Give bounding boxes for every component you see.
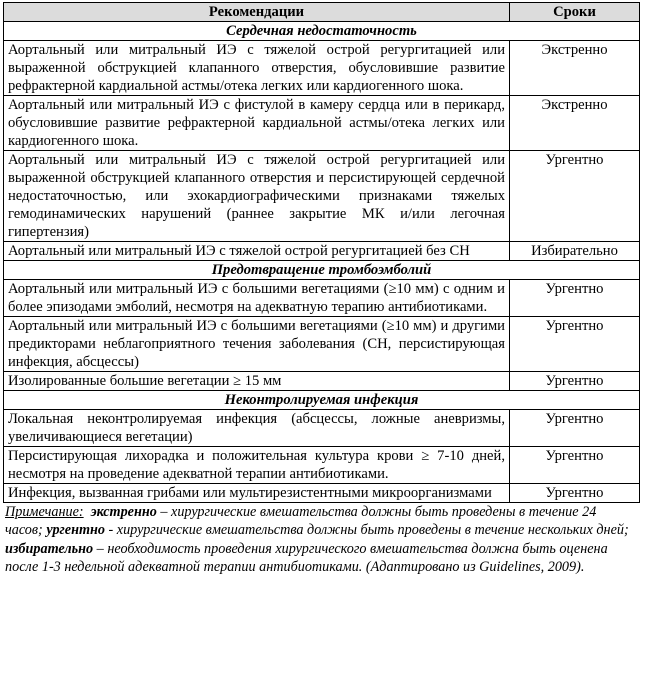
section-title: Неконтролируемая инфекция [4, 391, 640, 410]
table-row [4, 447, 640, 484]
timing-value: Экстренно [510, 41, 640, 96]
note-text-emergency: – хирургические вмешательства должны быть проведены в течение 24 часов; [5, 504, 597, 539]
timing-value: Ургентно [510, 317, 640, 372]
table-note [3, 503, 639, 577]
timing-value: Ургентно [510, 447, 640, 484]
recommendation-text: Аортальный или митральный ИЭ с большими вегетациями (≥10 мм) и другими предикторами неблагоприятного течения заболевания (СН, персистирующая инфекция, абсцессы) [4, 317, 510, 372]
section-row [4, 391, 640, 410]
section-row [4, 22, 640, 41]
header-timing: Сроки [510, 3, 640, 22]
recommendation-text: Аортальный или митральный ИЭ с тяжелой острой регургитацией или выраженной обструкцией клапанного отверстия и персистирующей сердечной недостаточностью, или эхокардиографическими признаками тяжелых гемодинамических нарушений (раннее закрытие МК и/или легочная гипертензия) [4, 151, 510, 242]
note-text-urgent: - хирургические вмешательства должны быть проведены в течение нескольких дней; [104, 522, 629, 539]
recommendation-text: Изолированные большие вегетации ≥ 15 мм [4, 372, 510, 391]
recommendation-text: Локальная неконтролируемая инфекция (абсцессы, ложные аневризмы, увеличивающиеся вегетации) [4, 410, 510, 447]
timing-value: Ургентно [510, 484, 640, 503]
table-row [4, 41, 640, 96]
table-row [4, 410, 640, 447]
note-text-elective: – необходимость проведения хирургического вмешательства должна быть оценена после 1-3 недельной адекватной терапии антибиотиками. (Адаптировано из Guidelines, 2009). [5, 540, 608, 576]
table-row [4, 372, 640, 391]
recommendation-text: Аортальный или митральный ИЭ с тяжелой острой регургитацией или выраженной обструкцией клапанного отверстия, обусловившие развитие рефрактерной кардиальной астмы/отека легких или кардиогенного шока. [4, 41, 510, 96]
table-row [4, 484, 640, 503]
section-title: Сердечная недостаточность [4, 22, 640, 41]
table-row [4, 317, 640, 372]
section-row [4, 261, 640, 280]
recommendation-text: Аортальный или митральный ИЭ с тяжелой острой регургитацией без СН [4, 242, 510, 261]
timing-value: Ургентно [510, 280, 640, 317]
table-row [4, 242, 640, 261]
recommendations-table [3, 2, 640, 503]
table-row [4, 280, 640, 317]
document-page [3, 2, 639, 577]
note-term-elective: избирательно [5, 540, 94, 557]
note-term-urgent: ургентно [46, 522, 105, 539]
timing-value: Ургентно [510, 372, 640, 391]
header-recommendations: Рекомендации [4, 3, 510, 22]
table-body [4, 22, 640, 503]
timing-value: Избирательно [510, 242, 640, 261]
note-label: Примечание: [5, 504, 84, 520]
recommendation-text: Аортальный или митральный ИЭ с большими вегетациями (≥10 мм) с одним и более эпизодами эмболий, несмотря на адекватную терапию антибиотиками. [4, 280, 510, 317]
table-row [4, 151, 640, 242]
recommendation-text: Аортальный или митральный ИЭ с фистулой в камеру сердца или в перикард, обусловившие развитие рефрактерной кардиальной астмы/отека легких или кардиогенного шока. [4, 96, 510, 151]
timing-value: Экстренно [510, 96, 640, 151]
timing-value: Ургентно [510, 410, 640, 447]
timing-value: Ургентно [510, 151, 640, 242]
recommendation-text: Персистирующая лихорадка и положительная культура крови ≥ 7-10 дней, несмотря на проведение адекватной терапии антибиотиками. [4, 447, 510, 484]
section-title: Предотвращение тромбоэмболий [4, 261, 640, 280]
note-term-emergency: экстренно [90, 504, 157, 520]
table-row [4, 96, 640, 151]
table-header-row [4, 3, 640, 22]
recommendation-text: Инфекция, вызванная грибами или мультирезистентными микроорганизмами [4, 484, 510, 503]
